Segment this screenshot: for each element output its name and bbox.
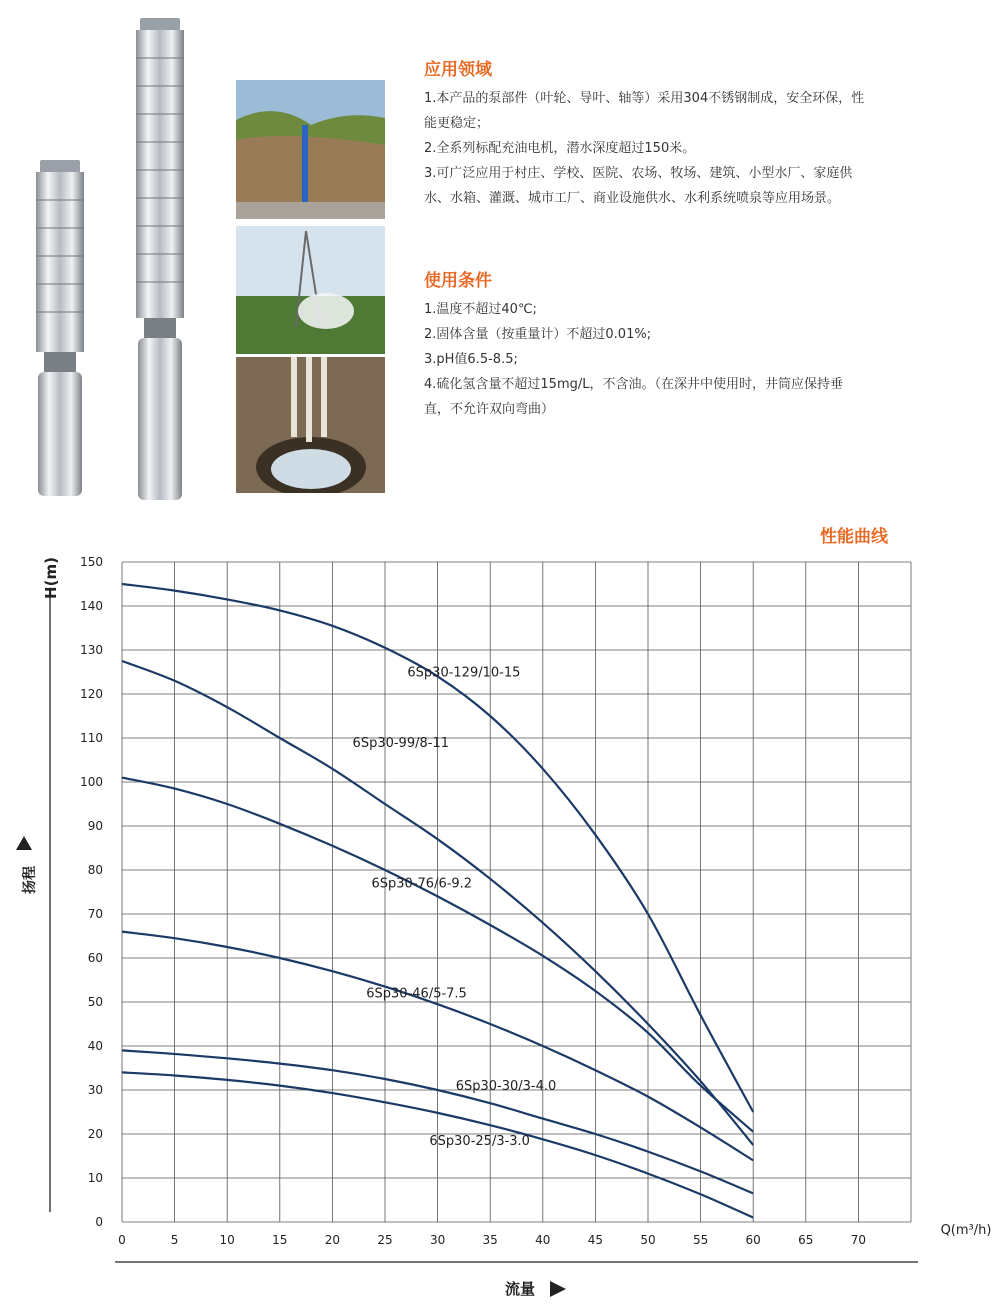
x-tick-labels <box>118 1233 866 1247</box>
applications-section <box>424 55 944 211</box>
series-label: 6Sp30-46/5-7.5 <box>366 986 467 1002</box>
x-tick-label: 60 <box>745 1233 761 1247</box>
x-unit-label: Q(m³/h) <box>940 1223 992 1238</box>
y-tick-label: 150 <box>80 555 103 569</box>
x-tick-label: 35 <box>482 1233 498 1247</box>
conditions-line: 2.固体含量（按重量计）不超过0.01%; <box>424 327 652 342</box>
y-tick-label: 50 <box>87 995 103 1009</box>
applications-line: 能更稳定； <box>424 116 490 131</box>
x-tick-label: 30 <box>429 1233 446 1247</box>
chart-title: 性能曲线 <box>820 527 888 547</box>
y-tick-label: 80 <box>87 863 103 877</box>
x-tick-label: 55 <box>692 1233 709 1247</box>
x-axis-arrow-icon <box>550 1281 566 1297</box>
y-tick-label: 40 <box>87 1039 103 1053</box>
conditions-title: 使用条件 <box>424 271 492 291</box>
y-tick-label: 90 <box>87 819 103 833</box>
series-label: 6Sp30-76/6-9.2 <box>371 876 473 892</box>
x-tick-label: 5 <box>170 1233 179 1247</box>
x-tick-label: 10 <box>219 1233 235 1247</box>
y-tick-label: 120 <box>80 687 103 701</box>
series-label: 6Sp30-129/10-15 <box>407 665 521 681</box>
y-tick-label: 30 <box>87 1083 103 1097</box>
series-label: 6Sp30-25/3-3.0 <box>429 1134 530 1149</box>
x-tick-label: 25 <box>377 1233 393 1247</box>
conditions-line: 4.硫化氢含量不超过15mg/L，不含油。（在深井中使用时，井筒应保持垂 <box>424 377 843 392</box>
applications-title: 应用领域 <box>424 60 492 80</box>
y-tick-label: 0 <box>95 1215 103 1229</box>
x-tick-label: 70 <box>850 1233 867 1247</box>
y-tick-label: 130 <box>80 643 103 657</box>
photo-drilling-rig <box>236 226 385 354</box>
chart-grid <box>122 562 911 1222</box>
applications-line: 3.可广泛应用于村庄、学校、医院、农场、牧场、建筑、小型水厂、家庭供 <box>424 166 853 181</box>
applications-line: 水、水箱、灌溉、城市工厂、商业设施供水、水利系统喷泉等应用场景。 <box>424 191 841 206</box>
conditions-line: 1.温度不超过40℃; <box>424 302 537 317</box>
applications-line: 1.本产品的泵部件（叶轮、导叶、轴等）采用304不锈钢制成，安全环保，性 <box>424 91 865 106</box>
y-tick-labels <box>80 555 103 1229</box>
x-tick-label: 20 <box>324 1233 341 1247</box>
y-tick-label: 110 <box>80 731 103 745</box>
series-label: 6Sp30-99/8-11 <box>352 735 449 751</box>
y-tick-label: 20 <box>87 1127 103 1141</box>
y-tick-label: 140 <box>80 599 103 613</box>
x-tick-label: 65 <box>798 1233 814 1247</box>
x-tick-label: 45 <box>587 1233 604 1247</box>
y-tick-label: 100 <box>80 775 103 789</box>
y-axis-label: 扬程 <box>22 866 38 894</box>
x-axis-label: 流量 <box>504 1280 536 1298</box>
photo-hillside-pipe <box>236 80 385 219</box>
photo-well <box>236 357 385 493</box>
pump-small-image <box>30 160 90 500</box>
series-label: 6Sp30-30/3-4.0 <box>455 1079 557 1094</box>
pump-large-image <box>130 18 190 504</box>
y-tick-label: 70 <box>87 907 103 921</box>
conditions-section <box>424 266 944 422</box>
y-tick-label: 60 <box>87 951 103 965</box>
y-tick-label: 10 <box>87 1171 103 1185</box>
conditions-line: 3.pH值6.5-8.5; <box>424 352 518 367</box>
x-tick-label: 15 <box>272 1233 288 1247</box>
y-unit-label: H(m) <box>42 557 60 599</box>
conditions-line: 直，不允许双向弯曲） <box>424 402 555 417</box>
x-tick-label: 40 <box>535 1233 551 1247</box>
x-tick-label: 0 <box>118 1233 126 1247</box>
x-tick-label: 50 <box>640 1233 656 1247</box>
performance-chart <box>0 540 1000 1307</box>
applications-line: 2.全系列标配充油电机，潜水深度超过150米。 <box>424 141 696 156</box>
y-axis-arrow-icon <box>16 836 32 850</box>
